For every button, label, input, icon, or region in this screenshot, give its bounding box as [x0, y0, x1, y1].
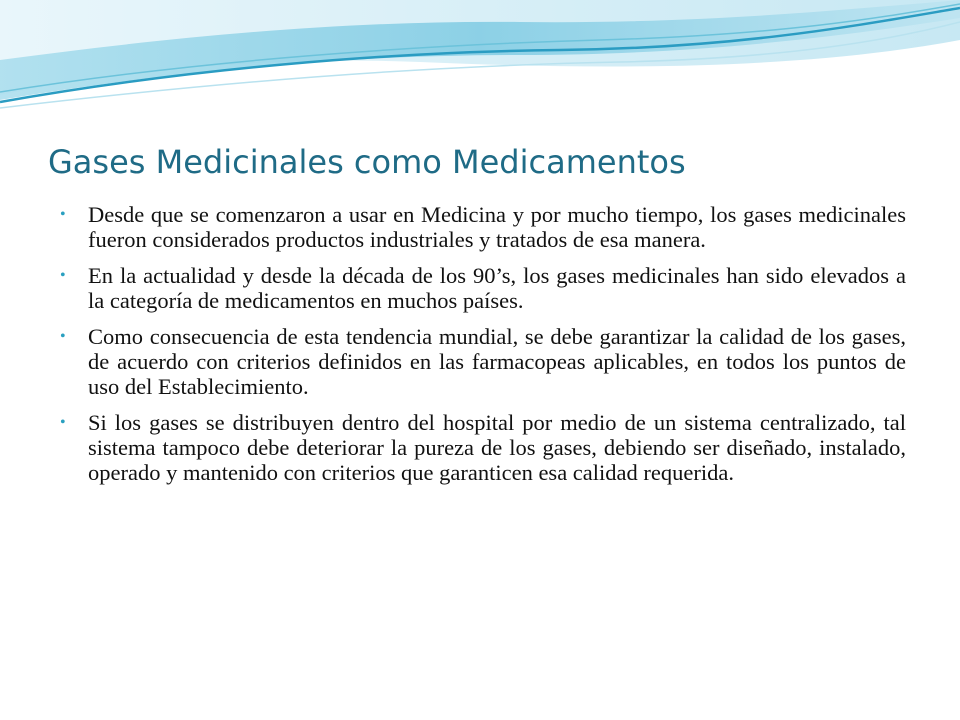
- slide-title: Gases Medicinales como Medicamentos: [48, 143, 686, 181]
- wave-header-decoration: [0, 0, 960, 120]
- bullet-dot-icon: •: [60, 414, 66, 431]
- bullet-item: [62, 202, 906, 252]
- bullet-text: En la actualidad y desde la década de los 90’s, los gases medicinales han sido elevados a la categoría de medicamentos en muchos países.: [88, 263, 906, 313]
- bullet-dot-icon: •: [60, 206, 66, 223]
- bullet-dot-icon: •: [60, 267, 66, 284]
- bullet-item: [62, 410, 906, 485]
- bullet-text: Si los gases se distribuyen dentro del hospital por medio de un sistema centralizado, tal sistema tampoco debe deteriorar la pureza de los gases, debiendo ser diseñado, instalado, operado y mantenido con criterios que garanticen esa calidad requerida.: [88, 410, 906, 485]
- bullet-item: [62, 263, 906, 313]
- bullet-dot-icon: •: [60, 328, 66, 345]
- bullet-item: [62, 324, 906, 399]
- bullet-text: Como consecuencia de esta tendencia mundial, se debe garantizar la calidad de los gases, de acuerdo con criterios definidos en las farmacopeas aplicables, en todos los puntos de uso del Establecimiento.: [88, 324, 906, 399]
- bullet-list: [62, 202, 906, 496]
- bullet-text: Desde que se comenzaron a usar en Medicina y por mucho tiempo, los gases medicinales fueron considerados productos industriales y tratados de esa manera.: [88, 202, 906, 252]
